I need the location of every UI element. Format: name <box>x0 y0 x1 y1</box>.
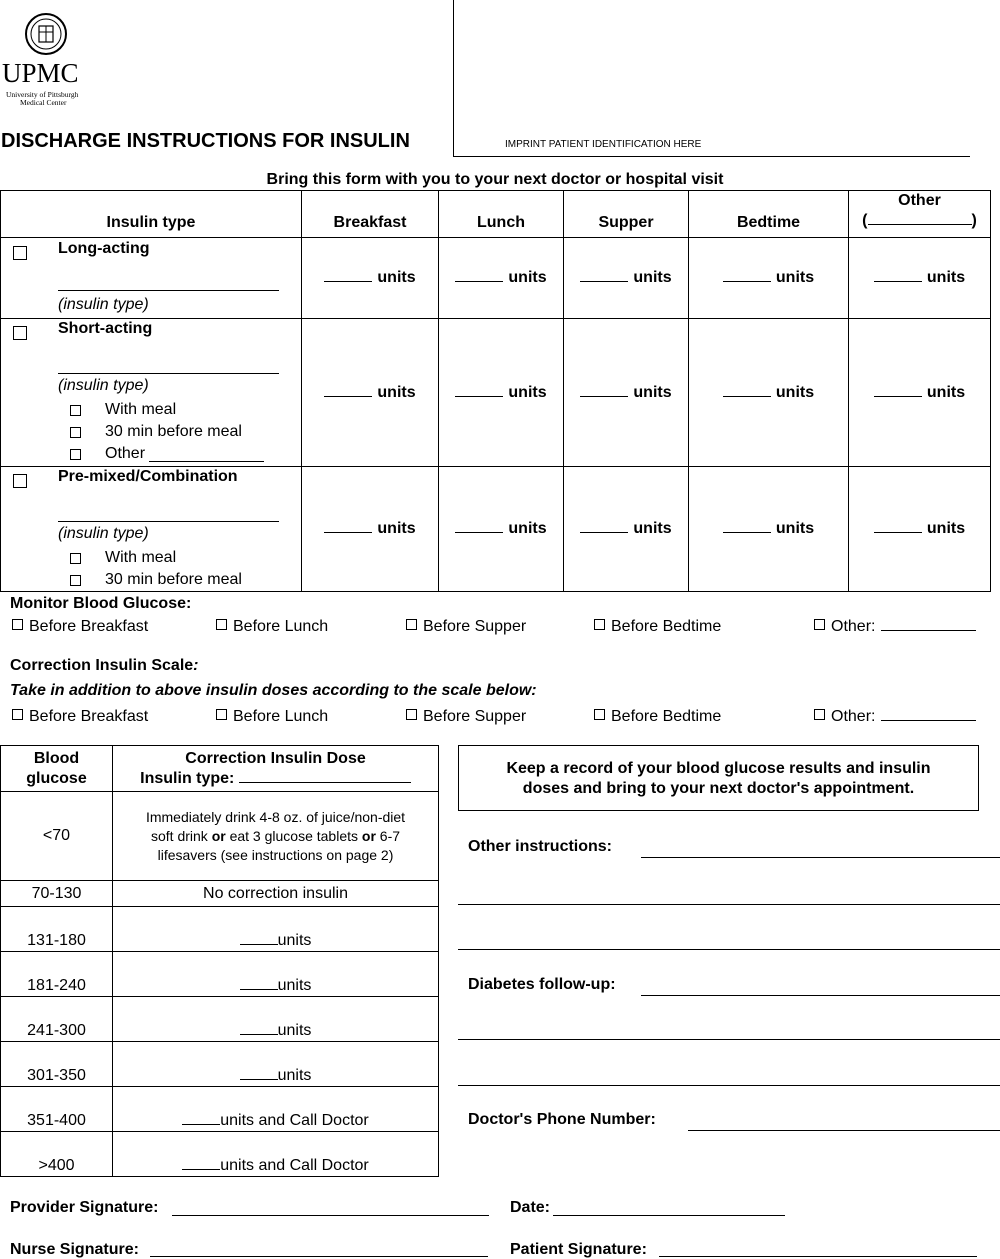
monitor-before-bedtime[interactable]: Before Bedtime <box>594 618 721 636</box>
premixed-30min-checkbox[interactable] <box>70 575 81 586</box>
header-divider-horizontal <box>453 156 970 157</box>
long-breakfast-units[interactable]: units <box>302 238 439 319</box>
header-divider-vertical <box>453 0 454 156</box>
short-breakfast-units[interactable]: units <box>302 319 439 467</box>
short-acting-label: Short-acting <box>58 320 153 337</box>
scale-row-low <box>1 792 439 881</box>
header-breakfast: Breakfast <box>333 214 407 231</box>
correction-before-lunch[interactable]: Before Lunch <box>216 708 328 726</box>
long-bedtime-units[interactable]: units <box>689 238 849 319</box>
checkbox-icon[interactable] <box>814 709 825 720</box>
correction-before-supper[interactable]: Before Supper <box>406 708 526 726</box>
other-instructions-line-2[interactable] <box>458 904 1000 905</box>
short-acting-type-field[interactable] <box>58 373 279 374</box>
checkbox-icon[interactable] <box>12 709 23 720</box>
correction-instruction: Take in addition to above insulin doses according to the scale below: <box>10 682 537 699</box>
scale-row: 301-350 units <box>1 1042 439 1087</box>
premixed-with-meal-label: With meal <box>105 549 177 566</box>
doctor-phone-label: Doctor's Phone Number: <box>468 1111 656 1128</box>
insulin-schedule-table <box>0 190 991 592</box>
short-other-field[interactable] <box>149 461 264 462</box>
short-other-label: Other <box>105 445 146 462</box>
monitor-before-supper[interactable]: Before Supper <box>406 618 526 636</box>
nurse-signature-label: Nurse Signature: <box>10 1241 139 1258</box>
premixed-bedtime-units[interactable]: units <box>689 467 849 592</box>
correction-scale-table <box>0 745 439 1177</box>
short-other-checkbox[interactable] <box>70 449 81 460</box>
correction-before-breakfast[interactable]: Before Breakfast <box>12 708 148 726</box>
premixed-type-caption: (insulin type) <box>58 525 149 542</box>
checkbox-icon[interactable] <box>406 619 417 630</box>
premixed-supper-units[interactable]: units <box>564 467 689 592</box>
short-lunch-units[interactable]: units <box>439 319 564 467</box>
date-label: Date: <box>510 1199 551 1216</box>
short-supper-units[interactable]: units <box>564 319 689 467</box>
page-title: DISCHARGE INSTRUCTIONS FOR INSULIN <box>1 130 410 152</box>
checkbox-icon[interactable] <box>814 619 825 630</box>
other-header-blank[interactable] <box>868 224 972 225</box>
header-other: Other <box>898 192 941 209</box>
dose-field[interactable]: units and Call Doctor <box>113 1132 439 1177</box>
dose-field[interactable]: units <box>113 997 439 1042</box>
diabetes-followup-line-3[interactable] <box>458 1085 1000 1086</box>
premixed-lunch-units[interactable]: units <box>439 467 564 592</box>
premixed-30min-label: 30 min before meal <box>105 571 242 588</box>
correction-before-bedtime[interactable]: Before Bedtime <box>594 708 721 726</box>
nurse-signature-field[interactable] <box>150 1256 488 1257</box>
scale-row: >400 units and Call Doctor <box>1 1132 439 1177</box>
scale-row: 241-300 units <box>1 997 439 1042</box>
correction-other[interactable]: Other: <box>814 708 976 726</box>
patient-signature-field[interactable] <box>659 1256 977 1257</box>
dose-field[interactable]: units <box>113 952 439 997</box>
long-supper-units[interactable]: units <box>564 238 689 319</box>
diabetes-followup-field[interactable] <box>641 995 1000 996</box>
scale-row: 181-240 units <box>1 952 439 997</box>
row-long-acting <box>1 238 991 319</box>
logo-name: UPMC <box>2 58 79 88</box>
short-acting-type-caption: (insulin type) <box>58 377 149 394</box>
other-instructions-field[interactable] <box>641 857 1000 858</box>
checkbox-icon[interactable] <box>216 709 227 720</box>
short-30min-label: 30 min before meal <box>105 423 242 440</box>
scale-row: 70-130 No correction insulin <box>1 881 439 907</box>
row-premixed <box>1 467 991 592</box>
checkbox-icon[interactable] <box>216 619 227 630</box>
checkbox-icon[interactable] <box>12 619 23 630</box>
logo-subtitle-2: Medical Center <box>20 98 67 107</box>
provider-signature-label: Provider Signature: <box>10 1199 159 1216</box>
bring-form-notice: Bring this form with you to your next doctor or hospital visit <box>266 171 724 188</box>
long-lunch-units[interactable]: units <box>439 238 564 319</box>
header-lunch: Lunch <box>477 214 525 231</box>
scale-insulin-type-field[interactable] <box>239 782 411 783</box>
row-short-acting <box>1 319 991 467</box>
dose-field[interactable]: units and Call Doctor <box>113 1087 439 1132</box>
short-with-meal-label: With meal <box>105 401 177 418</box>
long-acting-label: Long-acting <box>58 240 150 257</box>
logo-subtitle-1: University of Pittsburgh <box>6 90 79 99</box>
long-other-units[interactable]: units <box>849 238 991 319</box>
long-acting-type-field[interactable] <box>58 290 279 291</box>
header-insulin-type: Insulin type <box>106 214 196 231</box>
paren-close: ) <box>971 212 977 229</box>
monitor-before-lunch[interactable]: Before Lunch <box>216 618 328 636</box>
header-bedtime: Bedtime <box>736 214 801 231</box>
paren-open: ( <box>862 212 868 229</box>
short-other-units[interactable]: units <box>849 319 991 467</box>
doctor-phone-field[interactable] <box>688 1130 1000 1131</box>
scale-row: 351-400 units and Call Doctor <box>1 1087 439 1132</box>
dose-field[interactable]: units <box>113 907 439 952</box>
range-low: <70 <box>1 792 113 881</box>
short-bedtime-units[interactable]: units <box>689 319 849 467</box>
monitor-other[interactable]: Other: <box>814 618 976 636</box>
patient-signature-label: Patient Signature: <box>510 1241 647 1258</box>
date-field[interactable] <box>553 1215 785 1216</box>
diabetes-followup-line-2[interactable] <box>458 1039 1000 1040</box>
provider-signature-field[interactable] <box>172 1215 489 1216</box>
imprint-label: IMPRINT PATIENT IDENTIFICATION HERE <box>505 139 702 150</box>
university-seal-icon <box>24 12 68 56</box>
dose-field[interactable]: units <box>113 1042 439 1087</box>
long-acting-type-caption: (insulin type) <box>58 296 149 313</box>
premixed-with-meal-checkbox[interactable] <box>70 553 81 564</box>
monitor-heading: Monitor Blood Glucose: <box>10 595 192 612</box>
checkbox-icon[interactable] <box>594 709 605 720</box>
scale-header-row: Blood glucose Correction Insulin Dose Insulin type: <box>1 746 439 792</box>
insulin-table-header-row <box>1 191 991 238</box>
monitor-before-breakfast[interactable]: Before Breakfast <box>12 618 148 636</box>
diabetes-followup-label: Diabetes follow-up: <box>468 976 616 993</box>
premixed-checkbox[interactable] <box>13 474 27 488</box>
correction-heading: Correction Insulin Scale: <box>10 657 199 674</box>
short-with-meal-checkbox[interactable] <box>70 405 81 416</box>
other-instructions-line-3[interactable] <box>458 949 1000 950</box>
scale-row: 131-180 units <box>1 907 439 952</box>
low-instructions: Immediately drink 4-8 oz. of juice/non-diet soft drink or eat 3 glucose tablets or 6-7 lifesavers (see instructions on page 2) <box>113 792 439 881</box>
checkbox-icon[interactable] <box>406 709 417 720</box>
short-acting-checkbox[interactable] <box>13 326 27 340</box>
long-acting-checkbox[interactable] <box>13 246 27 260</box>
record-reminder-box: Keep a record of your blood glucose results and insulin doses and bring to your next doctor's appointment. <box>458 745 979 811</box>
premixed-label: Pre-mixed/Combination <box>58 468 238 485</box>
header-supper: Supper <box>598 214 654 231</box>
other-instructions-label: Other instructions: <box>468 838 613 855</box>
short-30min-checkbox[interactable] <box>70 427 81 438</box>
premixed-type-field[interactable] <box>58 521 279 522</box>
checkbox-icon[interactable] <box>594 619 605 630</box>
premixed-other-units[interactable]: units <box>849 467 991 592</box>
premixed-breakfast-units[interactable]: units <box>302 467 439 592</box>
